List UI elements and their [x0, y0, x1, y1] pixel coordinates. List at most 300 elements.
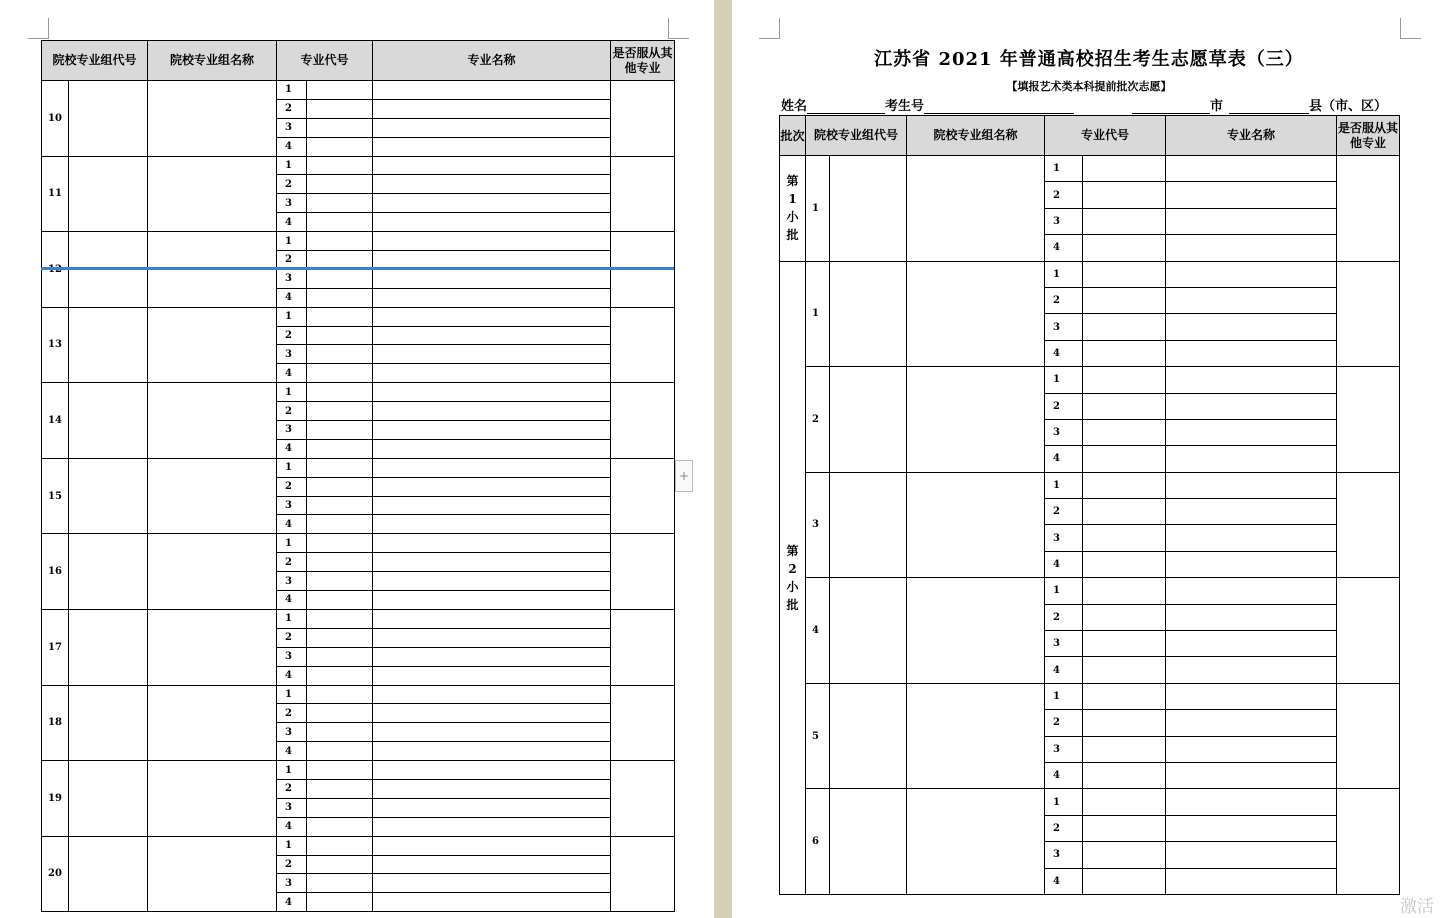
county-field[interactable] — [1229, 99, 1309, 114]
major-name-cell[interactable] — [1166, 710, 1337, 736]
major-name-cell[interactable] — [1166, 314, 1337, 340]
major-code-cell[interactable] — [1083, 393, 1166, 419]
major-name-cell[interactable] — [373, 213, 611, 232]
major-index: 4 — [277, 742, 307, 761]
major-name-cell[interactable] — [373, 288, 611, 307]
major-name-cell[interactable] — [373, 893, 611, 912]
table-row — [42, 383, 675, 402]
major-name-cell[interactable] — [1166, 683, 1337, 709]
major-name-cell[interactable] — [373, 81, 611, 100]
major-code-cell[interactable] — [307, 326, 373, 345]
major-code-cell[interactable] — [307, 553, 373, 572]
major-index: 4 — [1045, 657, 1083, 683]
major-index: 1 — [277, 307, 307, 326]
major-code-cell[interactable] — [307, 137, 373, 156]
major-index: 2 — [1045, 815, 1083, 841]
major-name-cell[interactable] — [373, 855, 611, 874]
major-index: 3 — [1045, 842, 1083, 868]
table-row — [42, 458, 675, 477]
major-index: 4 — [277, 515, 307, 534]
selection-indicator — [41, 267, 674, 270]
major-index: 4 — [277, 364, 307, 383]
batch-label: 第2小批 — [780, 261, 806, 894]
major-code-cell[interactable] — [307, 232, 373, 251]
major-code-cell[interactable] — [1083, 762, 1166, 788]
group-name-cell[interactable] — [148, 458, 277, 534]
group-number: 2 — [806, 367, 830, 473]
group-code-cell[interactable] — [69, 156, 148, 232]
major-code-cell[interactable] — [307, 685, 373, 704]
obey-adjust-cell[interactable] — [1337, 578, 1400, 684]
major-code-cell[interactable] — [307, 458, 373, 477]
group-number: 17 — [42, 609, 69, 685]
major-name-cell[interactable] — [373, 779, 611, 798]
major-name-cell[interactable] — [373, 704, 611, 723]
major-index: 3 — [277, 269, 307, 288]
major-code-cell[interactable] — [1083, 314, 1166, 340]
group-name-cell[interactable] — [907, 578, 1045, 684]
major-index: 2 — [277, 326, 307, 345]
major-name-cell[interactable] — [373, 761, 611, 780]
group-name-cell[interactable] — [907, 156, 1045, 262]
group-name-cell[interactable] — [907, 789, 1045, 895]
major-name-cell[interactable] — [373, 723, 611, 742]
name-label: 姓名 — [781, 99, 808, 114]
major-name-cell[interactable] — [373, 326, 611, 345]
major-code-cell[interactable] — [307, 628, 373, 647]
major-name-cell[interactable] — [373, 647, 611, 666]
group-number: 3 — [806, 472, 830, 578]
table-row — [42, 609, 675, 628]
obey-adjust-cell[interactable] — [611, 156, 675, 232]
obey-adjust-cell[interactable] — [1337, 683, 1400, 789]
major-code-cell[interactable] — [1083, 340, 1166, 366]
major-code-cell[interactable] — [1083, 261, 1166, 287]
major-code-cell[interactable] — [307, 515, 373, 534]
major-name-cell[interactable] — [373, 609, 611, 628]
major-index: 2 — [277, 779, 307, 798]
right-volunteer-table — [779, 115, 1400, 895]
group-name-cell[interactable] — [148, 836, 277, 912]
major-name-cell[interactable] — [1166, 393, 1337, 419]
major-name-cell[interactable] — [1166, 208, 1337, 234]
page-gutter — [714, 0, 732, 918]
major-code-cell[interactable] — [307, 572, 373, 591]
group-code-cell[interactable] — [69, 534, 148, 610]
major-code-cell[interactable] — [307, 874, 373, 893]
major-name-cell[interactable] — [373, 458, 611, 477]
major-code-cell[interactable] — [1083, 367, 1166, 393]
major-name-cell[interactable] — [373, 99, 611, 118]
major-name-cell[interactable] — [1166, 182, 1337, 208]
major-index: 2 — [277, 628, 307, 647]
group-code-cell[interactable] — [830, 578, 907, 684]
major-code-cell[interactable] — [1083, 446, 1166, 472]
major-code-cell[interactable] — [1083, 710, 1166, 736]
candidate-info-line — [781, 95, 1399, 114]
major-code-cell[interactable] — [307, 609, 373, 628]
major-name-cell[interactable] — [1166, 842, 1337, 868]
major-name-cell[interactable] — [1166, 499, 1337, 525]
major-name-cell[interactable] — [1166, 736, 1337, 762]
form-title: 江苏省 2021 年普通高校招生考生志愿草表（三） — [874, 49, 1304, 70]
group-code-cell[interactable] — [69, 685, 148, 761]
major-name-cell[interactable] — [373, 572, 611, 591]
major-code-cell[interactable] — [1083, 208, 1166, 234]
group-name-cell[interactable] — [148, 761, 277, 837]
obey-adjust-cell[interactable] — [611, 836, 675, 912]
major-name-cell[interactable] — [1166, 446, 1337, 472]
obey-adjust-cell[interactable] — [611, 685, 675, 761]
major-index: 2 — [277, 402, 307, 421]
major-index: 4 — [277, 137, 307, 156]
major-code-cell[interactable] — [307, 383, 373, 402]
county-label: 县（市、区） — [1309, 99, 1388, 114]
major-code-cell[interactable] — [307, 704, 373, 723]
table-row — [780, 156, 1400, 182]
major-code-cell[interactable] — [1083, 736, 1166, 762]
major-name-cell[interactable] — [373, 628, 611, 647]
name-field[interactable] — [807, 99, 885, 114]
major-code-cell[interactable] — [307, 742, 373, 761]
major-name-cell[interactable] — [373, 439, 611, 458]
group-code-cell[interactable] — [830, 683, 907, 789]
major-code-cell[interactable] — [307, 798, 373, 817]
add-row-button[interactable]: + — [675, 460, 693, 492]
major-name-cell[interactable] — [373, 175, 611, 194]
batch-label: 第1小批 — [780, 156, 806, 262]
obey-adjust-cell[interactable] — [611, 81, 675, 157]
group-name-cell[interactable] — [148, 307, 277, 383]
major-code-cell[interactable] — [307, 175, 373, 194]
major-index: 1 — [277, 836, 307, 855]
major-name-cell[interactable] — [1166, 287, 1337, 313]
major-index: 2 — [277, 855, 307, 874]
header-group-code: 院校专业组代号 — [806, 116, 907, 156]
major-code-cell[interactable] — [1083, 815, 1166, 841]
major-code-cell[interactable] — [307, 213, 373, 232]
major-code-cell[interactable] — [307, 118, 373, 137]
group-name-cell[interactable] — [148, 534, 277, 610]
header-batch: 批次 — [780, 116, 806, 156]
major-code-cell[interactable] — [1083, 551, 1166, 577]
major-index: 4 — [277, 666, 307, 685]
major-name-cell[interactable] — [1166, 762, 1337, 788]
header-major-name: 专业名称 — [1166, 116, 1337, 156]
major-index: 3 — [1045, 736, 1083, 762]
group-code-cell[interactable] — [830, 367, 907, 473]
major-name-cell[interactable] — [373, 137, 611, 156]
major-name-cell[interactable] — [1166, 261, 1337, 287]
major-name-cell[interactable] — [1166, 815, 1337, 841]
major-code-cell[interactable] — [307, 647, 373, 666]
major-name-cell[interactable] — [373, 666, 611, 685]
group-number: 20 — [42, 836, 69, 912]
group-code-cell[interactable] — [69, 383, 148, 459]
major-name-cell[interactable] — [373, 534, 611, 553]
major-code-cell[interactable] — [307, 534, 373, 553]
major-index: 3 — [277, 194, 307, 213]
major-code-cell[interactable] — [1083, 182, 1166, 208]
major-index: 2 — [1045, 393, 1083, 419]
major-code-cell[interactable] — [307, 855, 373, 874]
major-code-cell[interactable] — [1083, 235, 1166, 261]
major-code-cell[interactable] — [307, 99, 373, 118]
group-name-cell[interactable] — [148, 81, 277, 157]
group-number: 1 — [806, 156, 830, 262]
major-code-cell[interactable] — [307, 81, 373, 100]
group-number: 10 — [42, 81, 69, 157]
table-row — [780, 261, 1400, 287]
major-index: 2 — [1045, 499, 1083, 525]
major-name-cell[interactable] — [373, 345, 611, 364]
obey-adjust-cell[interactable] — [1337, 367, 1400, 473]
group-code-cell[interactable] — [830, 156, 907, 262]
table-row — [42, 685, 675, 704]
obey-adjust-cell[interactable] — [611, 458, 675, 534]
major-name-cell[interactable] — [1166, 340, 1337, 366]
major-code-cell[interactable] — [307, 817, 373, 836]
table-row — [42, 761, 675, 780]
obey-adjust-cell[interactable] — [611, 534, 675, 610]
group-name-cell[interactable] — [148, 383, 277, 459]
major-index: 4 — [277, 288, 307, 307]
activation-watermark: 激活 — [1400, 897, 1434, 917]
major-index: 2 — [1045, 710, 1083, 736]
major-name-cell[interactable] — [373, 591, 611, 610]
obey-adjust-cell[interactable] — [611, 609, 675, 685]
major-code-cell[interactable] — [1083, 657, 1166, 683]
group-number: 4 — [806, 578, 830, 684]
major-index: 3 — [277, 647, 307, 666]
major-name-cell[interactable] — [1166, 604, 1337, 630]
major-code-cell[interactable] — [307, 345, 373, 364]
major-code-cell[interactable] — [307, 893, 373, 912]
major-index: 4 — [1045, 762, 1083, 788]
table-row — [42, 156, 675, 175]
major-index: 1 — [1045, 789, 1083, 815]
obey-adjust-cell[interactable] — [611, 761, 675, 837]
major-name-cell[interactable] — [373, 383, 611, 402]
major-name-cell[interactable] — [373, 307, 611, 326]
major-name-cell[interactable] — [373, 553, 611, 572]
major-code-cell[interactable] — [1083, 578, 1166, 604]
major-code-cell[interactable] — [307, 156, 373, 175]
major-name-cell[interactable] — [1166, 551, 1337, 577]
group-number: 5 — [806, 683, 830, 789]
crop-mark — [1400, 18, 1421, 39]
group-code-cell[interactable] — [830, 261, 907, 367]
major-code-cell[interactable] — [1083, 842, 1166, 868]
major-index: 1 — [277, 81, 307, 100]
major-index: 4 — [1045, 235, 1083, 261]
group-number: 13 — [42, 307, 69, 383]
major-name-cell[interactable] — [1166, 419, 1337, 445]
major-code-cell[interactable] — [1083, 525, 1166, 551]
table-row — [780, 367, 1400, 393]
major-name-cell[interactable] — [373, 874, 611, 893]
major-name-cell[interactable] — [373, 685, 611, 704]
major-name-cell[interactable] — [373, 364, 611, 383]
major-name-cell[interactable] — [1166, 578, 1337, 604]
major-code-cell[interactable] — [1083, 156, 1166, 182]
major-code-cell[interactable] — [307, 723, 373, 742]
major-name-cell[interactable] — [373, 118, 611, 137]
major-code-cell[interactable] — [307, 779, 373, 798]
group-code-cell[interactable] — [69, 81, 148, 157]
major-name-cell[interactable] — [1166, 789, 1337, 815]
group-code-cell[interactable] — [69, 836, 148, 912]
major-name-cell[interactable] — [1166, 235, 1337, 261]
exam-no-label: 考生号 — [885, 99, 925, 114]
group-number: 19 — [42, 761, 69, 837]
major-code-cell[interactable] — [1083, 631, 1166, 657]
major-name-cell[interactable] — [373, 194, 611, 213]
header-group-name: 院校专业组名称 — [148, 41, 277, 81]
table-row — [780, 683, 1400, 709]
major-name-cell[interactable] — [373, 156, 611, 175]
major-name-cell[interactable] — [373, 515, 611, 534]
major-code-cell[interactable] — [1083, 472, 1166, 498]
major-name-cell[interactable] — [373, 496, 611, 515]
major-code-cell[interactable] — [1083, 683, 1166, 709]
major-code-cell[interactable] — [307, 269, 373, 288]
major-index: 3 — [1045, 419, 1083, 445]
major-index: 4 — [277, 439, 307, 458]
major-name-cell[interactable] — [1166, 631, 1337, 657]
major-name-cell[interactable] — [373, 232, 611, 251]
major-code-cell[interactable] — [1083, 789, 1166, 815]
major-index: 1 — [277, 761, 307, 780]
group-code-cell[interactable] — [69, 307, 148, 383]
table-row — [780, 472, 1400, 498]
major-code-cell[interactable] — [1083, 604, 1166, 630]
group-name-cell[interactable] — [907, 261, 1045, 367]
group-number: 14 — [42, 383, 69, 459]
group-code-cell[interactable] — [69, 609, 148, 685]
major-index: 3 — [1045, 314, 1083, 340]
major-name-cell[interactable] — [1166, 472, 1337, 498]
major-name-cell[interactable] — [1166, 868, 1337, 894]
table-row — [42, 307, 675, 326]
major-code-cell[interactable] — [1083, 419, 1166, 445]
left-volunteer-table — [41, 40, 675, 912]
major-index: 1 — [1045, 156, 1083, 182]
table-row — [780, 578, 1400, 604]
major-code-cell[interactable] — [1083, 868, 1166, 894]
header-major-code: 专业代号 — [277, 41, 373, 81]
major-index: 3 — [277, 723, 307, 742]
major-code-cell[interactable] — [307, 439, 373, 458]
major-index: 3 — [277, 572, 307, 591]
obey-adjust-cell[interactable] — [611, 307, 675, 383]
major-name-cell[interactable] — [373, 742, 611, 761]
major-index: 4 — [277, 213, 307, 232]
major-index: 1 — [1045, 578, 1083, 604]
major-index: 2 — [1045, 182, 1083, 208]
major-code-cell[interactable] — [307, 591, 373, 610]
obey-adjust-cell[interactable] — [1337, 789, 1400, 895]
major-name-cell[interactable] — [373, 269, 611, 288]
obey-adjust-cell[interactable] — [1337, 156, 1400, 262]
obey-adjust-cell[interactable] — [611, 383, 675, 459]
city-field[interactable] — [1132, 99, 1210, 114]
crop-mark — [28, 18, 49, 39]
group-code-cell[interactable] — [69, 761, 148, 837]
crop-mark — [759, 18, 780, 39]
header-group-name: 院校专业组名称 — [907, 116, 1045, 156]
major-code-cell[interactable] — [307, 421, 373, 440]
major-name-cell[interactable] — [373, 798, 611, 817]
major-code-cell[interactable] — [307, 307, 373, 326]
group-name-cell[interactable] — [148, 609, 277, 685]
major-code-cell[interactable] — [1083, 287, 1166, 313]
major-name-cell[interactable] — [1166, 657, 1337, 683]
major-index: 1 — [277, 383, 307, 402]
major-index: 1 — [277, 534, 307, 553]
exam-no-field[interactable] — [924, 99, 1074, 114]
major-code-cell[interactable] — [307, 477, 373, 496]
major-name-cell[interactable] — [373, 421, 611, 440]
obey-adjust-cell[interactable] — [1337, 261, 1400, 367]
table-row — [42, 81, 675, 100]
group-name-cell[interactable] — [907, 367, 1045, 473]
major-name-cell[interactable] — [373, 402, 611, 421]
crop-mark — [668, 18, 689, 39]
major-name-cell[interactable] — [1166, 367, 1337, 393]
group-name-cell[interactable] — [907, 472, 1045, 578]
major-index: 4 — [277, 817, 307, 836]
major-index: 2 — [277, 704, 307, 723]
major-code-cell[interactable] — [307, 761, 373, 780]
group-name-cell[interactable] — [907, 683, 1045, 789]
major-code-cell[interactable] — [307, 288, 373, 307]
major-index: 2 — [1045, 287, 1083, 313]
major-index: 2 — [277, 175, 307, 194]
major-code-cell[interactable] — [307, 666, 373, 685]
major-index: 1 — [277, 685, 307, 704]
major-name-cell[interactable] — [373, 817, 611, 836]
major-index: 3 — [277, 118, 307, 137]
group-name-cell[interactable] — [148, 685, 277, 761]
major-code-cell[interactable] — [1083, 499, 1166, 525]
major-code-cell[interactable] — [307, 194, 373, 213]
major-index: 2 — [277, 553, 307, 572]
group-code-cell[interactable] — [830, 789, 907, 895]
form-subtitle: 【填报艺术类本科提前批次志愿】 — [1006, 80, 1172, 93]
major-name-cell[interactable] — [373, 477, 611, 496]
major-code-cell[interactable] — [307, 364, 373, 383]
major-index: 4 — [1045, 551, 1083, 577]
major-index: 4 — [277, 893, 307, 912]
major-name-cell[interactable] — [1166, 525, 1337, 551]
table-row — [780, 789, 1400, 815]
major-index: 1 — [1045, 472, 1083, 498]
group-name-cell[interactable] — [148, 156, 277, 232]
obey-adjust-cell[interactable] — [1337, 472, 1400, 578]
group-number: 1 — [806, 261, 830, 367]
group-number: 6 — [806, 789, 830, 895]
group-code-cell[interactable] — [69, 458, 148, 534]
major-code-cell[interactable] — [307, 496, 373, 515]
group-code-cell[interactable] — [830, 472, 907, 578]
major-code-cell[interactable] — [307, 836, 373, 855]
major-name-cell[interactable] — [373, 836, 611, 855]
major-code-cell[interactable] — [307, 402, 373, 421]
major-index: 1 — [277, 156, 307, 175]
major-name-cell[interactable] — [1166, 156, 1337, 182]
major-index: 4 — [277, 591, 307, 610]
